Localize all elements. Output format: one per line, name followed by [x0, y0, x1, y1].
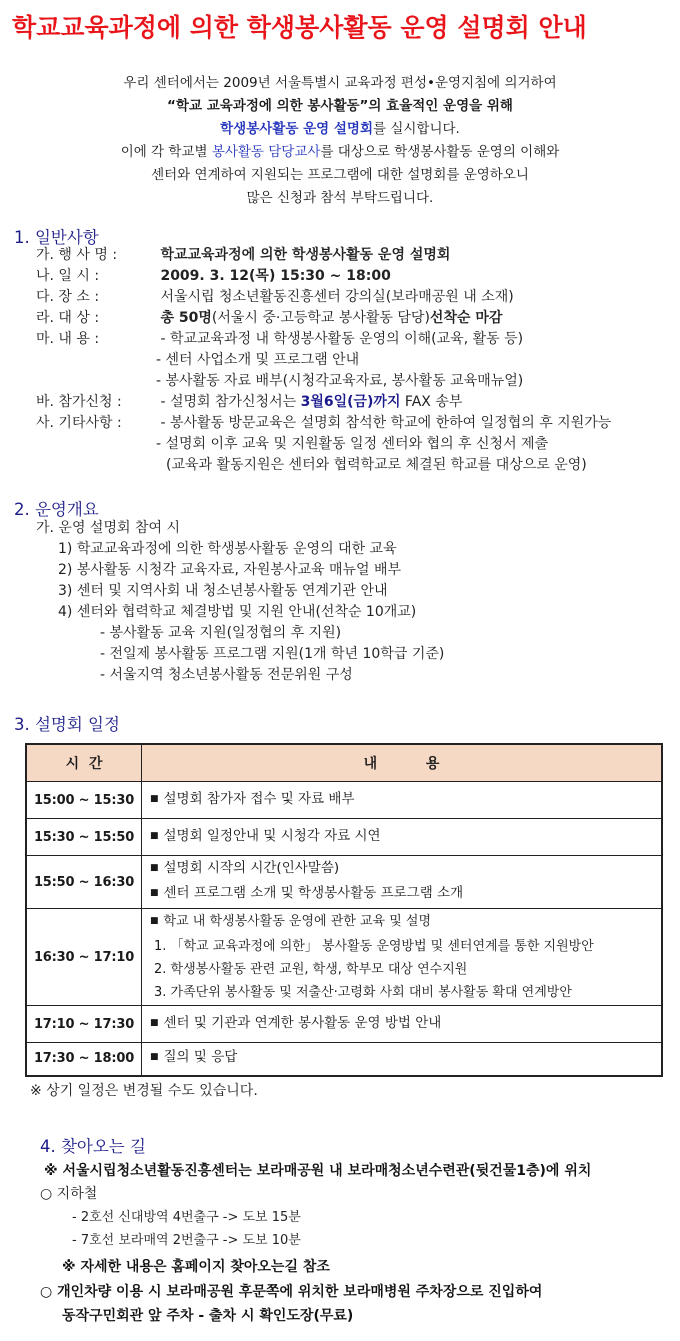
table-row: [26, 909, 662, 1006]
intro-line-3: [0, 118, 680, 141]
info-value-post: FAX 송부: [400, 394, 463, 410]
homepage-note: ※ 자세한 내용은 홈페이지 찾아오는길 참조: [62, 1259, 330, 1275]
table-row: [26, 1043, 662, 1076]
overview-item: 3) 센터 및 지역사회 내 청소년봉사활동 연계기관 안내: [58, 583, 388, 599]
intro-line-4-rest: 를 대상으로 학생봉사활동 운영의 이해와: [320, 144, 560, 160]
info-value: 2009. 3. 12(목) 15:30 ~ 18:00: [160, 268, 391, 284]
info-content: [36, 329, 523, 350]
intro-line-2: “학교 교육과정에 의한 봉사활동”의 효율적인 운영을 위해: [167, 98, 513, 114]
intro-line-6: 많은 신청과 참석 부탁드립니다.: [246, 190, 434, 206]
schedule-note: ※ 상기 일정은 변경될 수도 있습니다.: [30, 1083, 258, 1099]
row-content: [142, 782, 663, 819]
info-value: - 학교교육과정 내 학생봉사활동 운영의 이해(교육, 활동 등): [160, 331, 524, 347]
header-time: 시 간: [26, 744, 142, 782]
row-time: 15:30 ~ 15:50: [26, 819, 142, 856]
overview-item: 1) 학교교육과정에 의한 학생봉사활동 운영의 대한 교육: [58, 541, 397, 557]
schedule-header-row: [26, 744, 662, 782]
info-other-line: - 설명회 이후 교육 및 지원활동 일정 센터와 협의 후 신청서 제출: [156, 436, 549, 452]
bullet-square-icon: ■: [150, 888, 159, 898]
row-time: 16:30 ~ 17:10: [26, 909, 142, 1006]
schedule-table: [25, 743, 663, 1077]
info-registration: [36, 392, 462, 413]
intro-highlight-briefing: 학생봉사활동 운영 설명회: [220, 121, 373, 137]
row-line: 설명회 일정안내 및 시청각 자료 시연: [163, 827, 381, 844]
car-directions: ○ 개인차량 이용 시 보라매공원 후문쪽에 위치한 보라매병원 주차장으로 진입하여: [40, 1284, 543, 1300]
row-content: [142, 1043, 663, 1076]
page-title: 학교교육과정에 의한 학생봉사활동 운영 설명회 안내: [12, 13, 587, 42]
bullet-square-icon: ■: [150, 830, 159, 841]
intro-line-1: 우리 센터에서는 2009년 서울특별시 교육과정 편성•운영지침에 의거하여: [123, 75, 557, 91]
info-content-line: - 센터 사업소개 및 프로그램 안내: [156, 352, 360, 368]
info-other: [36, 413, 611, 434]
info-label: 가. 행 사 명 :: [36, 247, 118, 263]
section-1-heading: 1. 일반사항: [14, 228, 99, 247]
bullet-square-icon: ■: [150, 1052, 159, 1063]
info-event-name: [36, 245, 450, 266]
row-content: [142, 819, 663, 856]
row-time: 17:30 ~ 18:00: [26, 1043, 142, 1076]
info-value: - 봉사활동 방문교육은 설명회 참석한 학교에 한하여 일정협의 후 지원가능: [160, 415, 612, 431]
car-directions-2: 동작구민회관 앞 주차 - 출차 시 확인도장(무료): [62, 1308, 354, 1324]
row-time: 15:00 ~ 15:30: [26, 782, 142, 819]
row-subline: 2. 학생봉사활동 관련 교원, 학생, 학부모 대상 연수지원: [154, 962, 468, 977]
overview-subitem: - 서울지역 청소년봉사활동 전문위원 구성: [100, 667, 353, 683]
row-content: [142, 909, 663, 1006]
section-4-heading: 4. 찾아오는 길: [40, 1137, 146, 1156]
bullet-square-icon: ■: [150, 916, 159, 926]
info-value-bold: 선착순 마감: [429, 310, 503, 326]
table-row: [26, 782, 662, 819]
row-line: 센터 및 기관과 연계한 봉사활동 운영 방법 안내: [163, 1014, 442, 1031]
overview-item: 4) 센터와 협력학교 체결방법 및 지원 안내(선착순 10개교): [58, 604, 417, 620]
row-line: 질의 및 응답: [163, 1049, 238, 1066]
section-3-heading: 3. 설명회 일정: [14, 715, 120, 734]
bullet-square-icon: ■: [150, 863, 159, 873]
subway-route: - 7호선 보라매역 2번출구 -> 도보 10분: [72, 1233, 301, 1248]
row-content: [142, 856, 663, 909]
overview-subitem: - 전일제 봉사활동 프로그램 지원(1개 학년 10학급 기준): [100, 646, 445, 662]
info-value: 서울시립 청소년활동진흥센터 강의실(보라매공원 내 소재): [160, 289, 514, 305]
row-line: 설명회 참가자 접수 및 자료 배부: [163, 790, 355, 807]
header-content: 내 용: [142, 744, 663, 782]
info-content-line: - 봉사활동 자료 배부(시청각교육자료, 봉사활동 교육매뉴얼): [156, 373, 524, 389]
bullet-square-icon: ■: [150, 793, 159, 804]
info-label: 마. 내 용 :: [36, 331, 100, 347]
row-subline: 3. 가족단위 봉사활동 및 저출산·고령화 사회 대비 봉사활동 확대 연계방안: [154, 985, 572, 1000]
info-label: 사. 기타사항 :: [36, 415, 122, 431]
info-deadline: 3월6일(금)까지: [300, 394, 401, 410]
row-line: 학교 내 학생봉사활동 운영에 관한 교육 및 설명: [163, 914, 432, 929]
overview-item: 2) 봉사활동 시청각 교육자료, 자원봉사교육 매뉴얼 배부: [58, 562, 402, 578]
intro-highlight-teacher: 봉사활동 담당교사: [211, 144, 321, 160]
intro-line-5: 센터와 연계하여 지원되는 프로그램에 대한 설명회를 운영하오니: [151, 167, 529, 183]
info-label: 나. 일 시 :: [36, 268, 100, 284]
row-line: 센터 프로그램 소개 및 학생봉사활동 프로그램 소개: [163, 885, 464, 901]
row-content: [142, 1006, 663, 1043]
table-row: [26, 819, 662, 856]
info-value-mid: (서울시 중·고등학교 봉사활동 담당): [211, 310, 430, 326]
section-2-heading: 2. 운영개요: [14, 500, 99, 519]
row-time: 17:10 ~ 17:30: [26, 1006, 142, 1043]
subway-label: ○ 지하철: [40, 1186, 98, 1202]
row-subline: 1. 「학교 교육과정에 의한」 봉사활동 운영방법 및 센터연계를 통한 지원방안: [154, 939, 594, 954]
info-label: 라. 대 상 :: [36, 310, 100, 326]
row-time: 15:50 ~ 16:30: [26, 856, 142, 909]
table-row: [26, 856, 662, 909]
row-line: 설명회 시작의 시간(인사말씀): [163, 860, 340, 876]
info-date: [36, 266, 391, 287]
info-other-line: (교육과 활동지원은 센터와 협력학교로 체결된 학교를 대상으로 운영): [166, 457, 587, 473]
intro-line-4-pre: 이에 각 학교별: [120, 144, 212, 160]
info-place: [36, 287, 514, 308]
table-row: [26, 1006, 662, 1043]
intro-paragraph: [0, 72, 680, 210]
subway-route: - 2호선 신대방역 4번출구 -> 도보 15분: [72, 1210, 301, 1225]
overview-subitem: - 봉사활동 교육 지원(일정협의 후 지원): [100, 625, 342, 641]
location-note: ※ 서울시립청소년활동진흥센터는 보라매공원 내 보라매청소년수련관(뒷건물1층)에 위치: [44, 1163, 592, 1179]
info-value-bold: 총 50명: [160, 310, 212, 326]
info-value: 학교교육과정에 의한 학생봉사활동 운영 설명회: [160, 247, 451, 263]
bullet-square-icon: ■: [150, 1017, 159, 1028]
intro-line-4: [0, 141, 680, 164]
info-label: 다. 장 소 :: [36, 289, 100, 305]
info-value-pre: - 설명회 참가신청서는: [160, 394, 301, 410]
intro-line-3-rest: 를 실시합니다.: [373, 121, 460, 137]
info-label: 바. 참가신청 :: [36, 394, 122, 410]
info-target: [36, 308, 502, 329]
overview-sub: 가. 운영 설명회 참여 시: [36, 520, 180, 536]
